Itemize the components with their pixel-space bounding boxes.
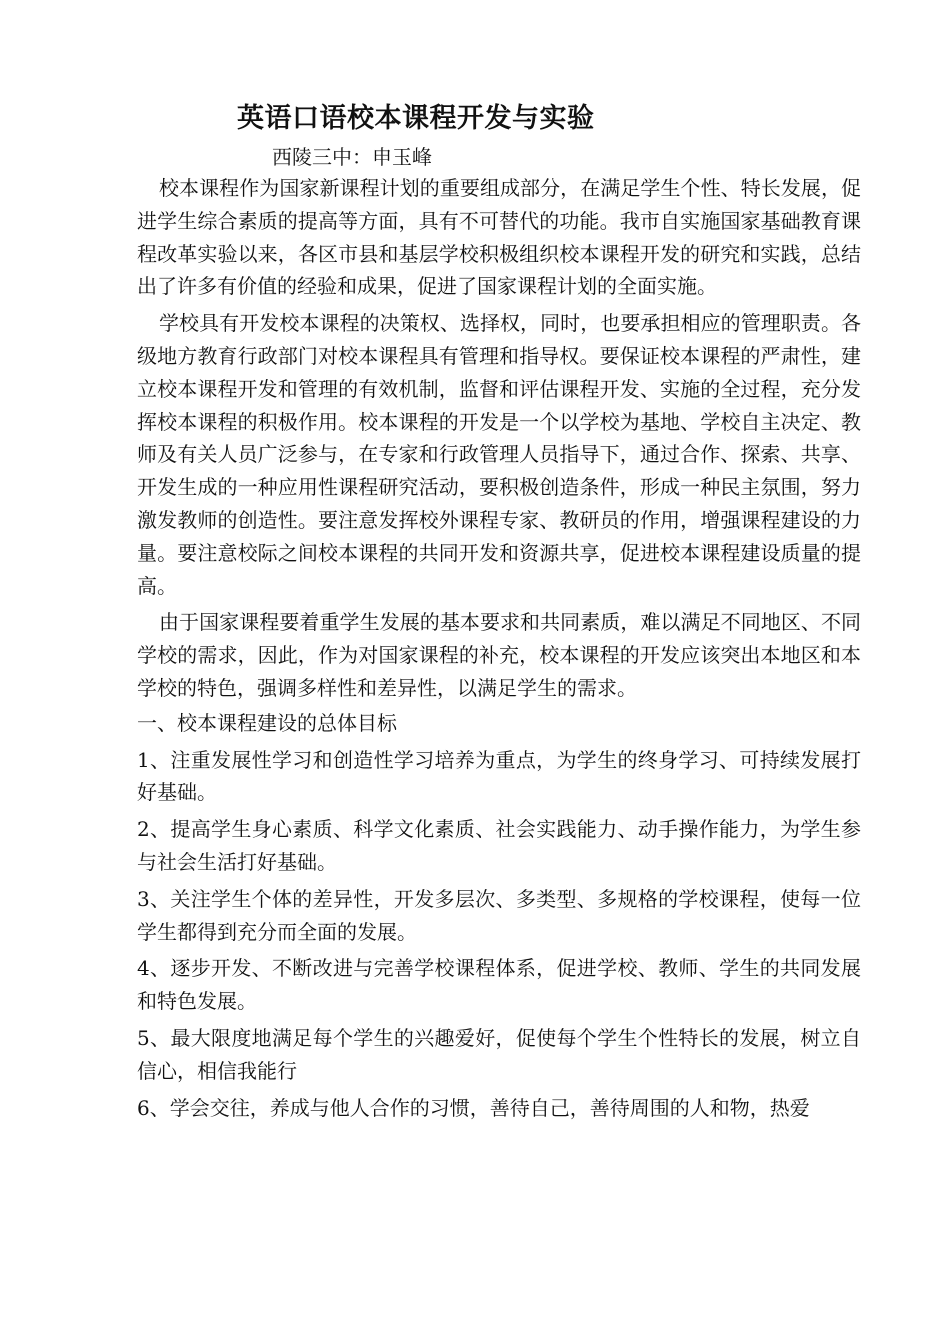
goal-item-6: 6、学会交往，养成与他人合作的习惯，善待自己，善待周围的人和物，热爱 bbox=[137, 1095, 810, 1120]
document-page bbox=[137, 96, 861, 1124]
goal-item-3: 3、关注学生个体的差异性，开发多层次、多类型、多规格的学校课程，使每一位学生都得到充分而全面的发展。 bbox=[137, 886, 861, 944]
body-paragraph-2: 学校具有开发校本课程的决策权、选择权，同时，也要承担相应的管理职责。各级地方教育行政部门对校本课程具有管理和指导权。要保证校本课程的严肃性，建立校本课程开发和管理的有效机制，监督和评估课程开发、实施的全过程，充分发挥校本课程的积极作用。校本课程的开发是一个以学校为基地、学校自主决定、教师及有关人员广泛参与，在专家和行政管理人员指导下，通过合作、探索、共享、开发生成的一种应用性课程研究活动，要积极创造条件，形成一种民主氛围，努力激发教师的创造性。要注意发挥校外课程专家、教研员的作用，增强课程建设的力量。要注意校际之间校本课程的共同开发和资源共享，促进校本课程建设质量的提高。 bbox=[137, 311, 861, 598]
goal-item-4: 4、逐步开发、不断改进与完善学校课程体系，促进学校、教师、学生的共同发展和特色发展。 bbox=[137, 956, 861, 1014]
document-title: 英语口语校本课程开发与实验 bbox=[237, 103, 595, 134]
body-paragraph-3: 由于国家课程要着重学生发展的基本要求和共同素质，难以满足不同地区、不同学校的需求，因此，作为对国家课程的补充，校本课程的开发应该突出本地区和本学校的特色，强调多样性和差异性，以满足学生的需求。 bbox=[137, 610, 861, 700]
goal-item-5: 5、最大限度地满足每个学生的兴趣爱好，促使每个学生个性特长的发展，树立自信心，相信我能行 bbox=[137, 1025, 861, 1083]
document-author: 西陵三中：申玉峰 bbox=[272, 145, 432, 169]
section-heading: 一、校本课程建设的总体目标 bbox=[137, 710, 397, 735]
goal-item-1: 1、注重发展性学习和创造性学习培养为重点，为学生的终身学习、可持续发展打好基础。 bbox=[137, 747, 861, 805]
body-paragraph-1: 校本课程作为国家新课程计划的重要组成部分，在满足学生个性、特长发展，促进学生综合素质的提高等方面，具有不可替代的功能。我市自实施国家基础教育课程改革实验以来，各区市县和基层学校积极组织校本课程开发的研究和实践，总结出了许多有价值的经验和成果，促进了国家课程计划的全面实施。 bbox=[137, 176, 861, 299]
goal-item-2: 2、提高学生身心素质、科学文化素质、社会实践能力、动手操作能力，为学生参与社会生活打好基础。 bbox=[137, 817, 861, 874]
